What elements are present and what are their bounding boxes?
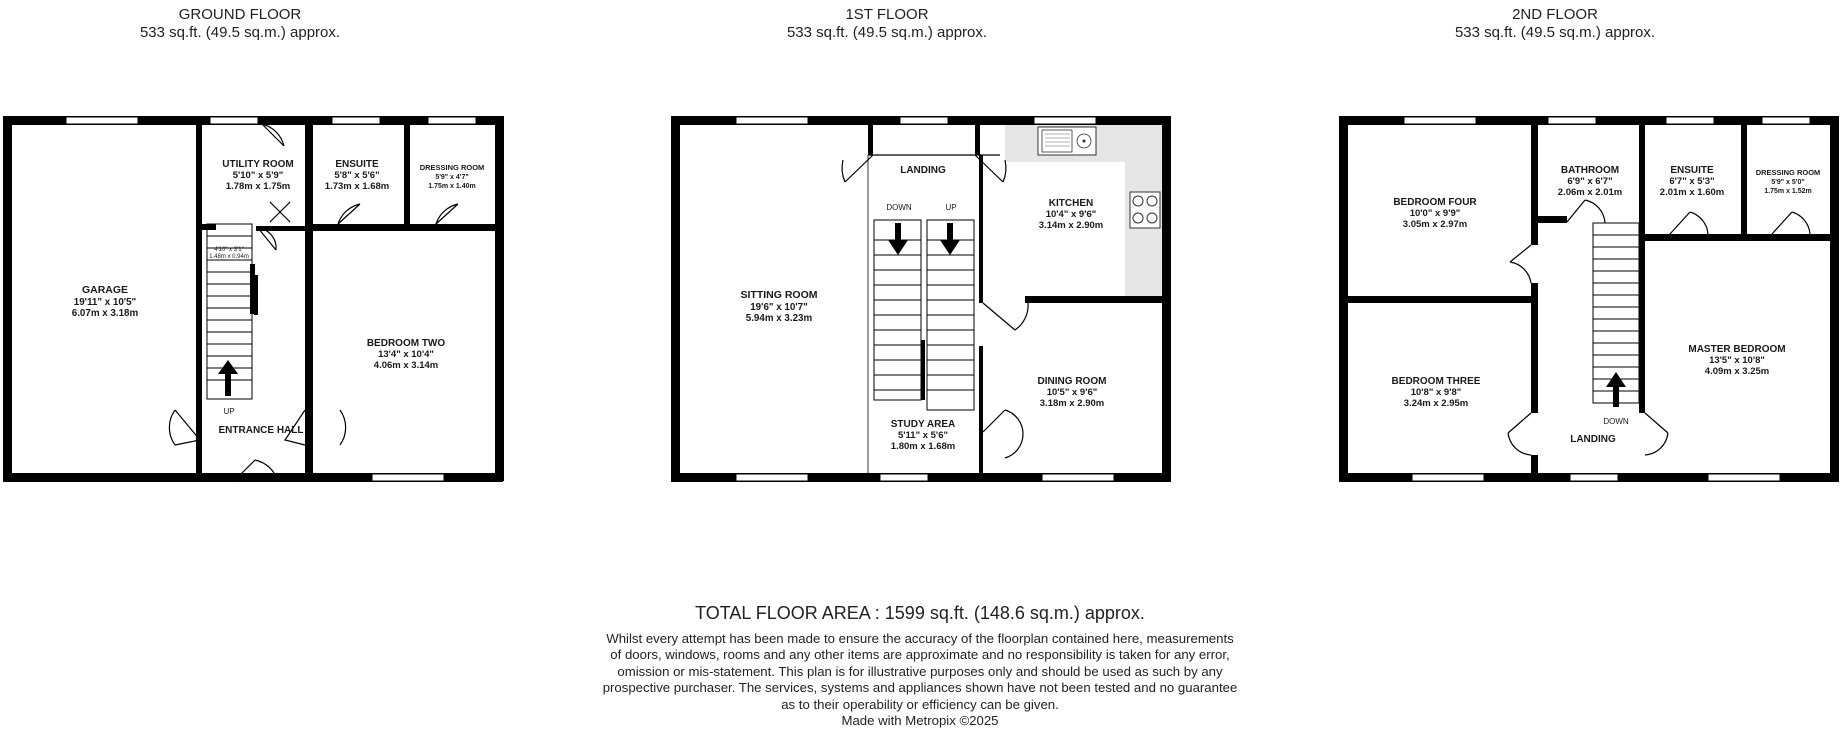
disclaimer-line: Whilst every attempt has been made to ensure the accuracy of the floorplan contained here, measurements: [606, 631, 1234, 646]
second-stairs-down-label: DOWN: [1603, 417, 1629, 426]
bedroom-three-label: BEDROOM THREE: [1391, 376, 1481, 387]
cupboard-imperial: 4'10" x 3'1": [214, 247, 244, 253]
second-dressing-imperial: 5'9" x 5'0": [1771, 179, 1805, 186]
ground-dressing-imperial: 5'9" x 4'7": [435, 174, 469, 181]
disclaimer-line: omission or mis-statement. This plan is for illustrative purposes only and should be used as such by any: [617, 663, 1223, 679]
bedroom-four-metric: 3.05m x 2.97m: [1402, 219, 1468, 230]
disclaimer-line: prospective purchaser. The services, systems and appliances shown have not been tested and no guarantee: [602, 680, 1238, 696]
bedroom-four-label: BEDROOM FOUR: [1393, 197, 1477, 208]
dining-room-imperial: 10'5" x 9'6": [1046, 387, 1098, 398]
sitting-room-metric: 5.94m x 3.23m: [745, 313, 813, 324]
master-bedroom-metric: 4.09m x 3.25m: [1704, 366, 1770, 377]
total-floor-area: TOTAL FLOOR AREA : 1599 sq.ft. (148.6 sq.m.) approx.: [695, 603, 1145, 623]
disclaimer-line: as to their operability or efficiency can be given.: [781, 696, 1059, 712]
first-floor-plan: [671, 116, 1171, 482]
sitting-room-label: SITTING ROOM: [740, 289, 818, 301]
bathroom-imperial: 6'9" x 6'7": [1567, 176, 1613, 187]
bedroom-two-imperial: 13'4" x 10'4": [378, 349, 434, 360]
master-bedroom-imperial: 13'5" x 10'8": [1709, 355, 1765, 366]
second-stairs-arrow: [1606, 372, 1626, 407]
second-landing-label: LANDING: [1570, 434, 1616, 445]
utility-room-label: UTILITY ROOM: [222, 159, 294, 170]
garage-label: GARAGE: [81, 284, 129, 296]
first-stairs-down-label: DOWN: [886, 203, 912, 212]
study-area-imperial: 5'11" x 5'6": [898, 430, 948, 441]
first-floor-area: 533 sq.ft. (49.5 sq.m.) approx.: [786, 24, 988, 41]
ground-dressing-label: DRESSING ROOM: [419, 163, 485, 172]
second-dressing-label: DRESSING ROOM: [1755, 168, 1821, 177]
kitchen-metric: 3.14m x 2.90m: [1038, 220, 1104, 231]
credit: Made with Metropix ©2025: [841, 713, 999, 729]
second-ensuite-label: ENSUITE: [1670, 165, 1714, 176]
ground-floor-plan: [3, 116, 504, 482]
ground-ensuite-label: ENSUITE: [335, 159, 379, 170]
ground-ensuite-imperial: 5'8" x 5'6": [334, 170, 380, 181]
disclaimer: [560, 631, 1280, 729]
ground-doors: [169, 124, 458, 482]
ground-floor-area: 533 sq.ft. (49.5 sq.m.) approx.: [139, 24, 341, 41]
ground-dressing-metric: 1.75m x 1.40m: [428, 183, 476, 190]
utility-room-imperial: 5'10" x 5'9": [232, 170, 284, 181]
ground-stairs-up-label: UP: [223, 407, 235, 416]
bedroom-three-imperial: 10'8" x 9'8": [1410, 387, 1462, 398]
second-floor-area: 533 sq.ft. (49.5 sq.m.) approx.: [1454, 24, 1656, 41]
second-ensuite-imperial: 6'7" x 5'3": [1669, 176, 1715, 187]
first-stairs-arrows: [888, 223, 960, 400]
cupboard-metric: 1.48m x 0.94m: [209, 254, 249, 260]
second-ensuite-metric: 2.01m x 1.60m: [1659, 187, 1725, 198]
disclaimer-line: of doors, windows, rooms and any other items are approximate and no responsibility is taken for any error,: [610, 647, 1230, 663]
dining-room-metric: 3.18m x 2.90m: [1039, 398, 1105, 409]
study-area-label: STUDY AREA: [890, 419, 956, 430]
first-floor-title: 1ST FLOOR: [845, 6, 929, 23]
first-landing-label: LANDING: [900, 165, 946, 176]
ground-floor-title: GROUND FLOOR: [178, 6, 302, 23]
bathroom-metric: 2.06m x 2.01m: [1557, 187, 1623, 198]
study-area-metric: 1.80m x 1.68m: [890, 441, 956, 452]
utility-room-metric: 1.78m x 1.75m: [225, 181, 291, 192]
second-dressing-metric: 1.75m x 1.52m: [1764, 188, 1812, 195]
garage-metric: 6.07m x 3.18m: [71, 308, 139, 319]
bedroom-two-label: BEDROOM TWO: [366, 338, 446, 349]
bedroom-four-imperial: 10'0" x 9'9": [1409, 208, 1461, 219]
first-stairs-up-label: UP: [945, 203, 957, 212]
ground-ensuite-metric: 1.73m x 1.68m: [324, 181, 390, 192]
dining-room-label: DINING ROOM: [1037, 376, 1107, 387]
second-floor-plan: [1339, 116, 1839, 482]
entrance-hall-label: ENTRANCE HALL: [218, 425, 304, 436]
kitchen-imperial: 10'4" x 9'6": [1045, 209, 1097, 220]
second-floor-title: 2ND FLOOR: [1512, 6, 1598, 23]
ground-stairs-arrow: [218, 360, 238, 396]
garage-imperial: 19'11" x 10'5": [73, 297, 137, 308]
bedroom-three-metric: 3.24m x 2.95m: [1403, 398, 1469, 409]
bedroom-two-metric: 4.06m x 3.14m: [373, 360, 439, 371]
master-bedroom-label: MASTER BEDROOM: [1688, 344, 1786, 355]
kitchen-label: KITCHEN: [1048, 198, 1094, 209]
bathroom-label: BATHROOM: [1560, 165, 1620, 176]
sitting-room-imperial: 19'6" x 10'7": [750, 302, 808, 313]
